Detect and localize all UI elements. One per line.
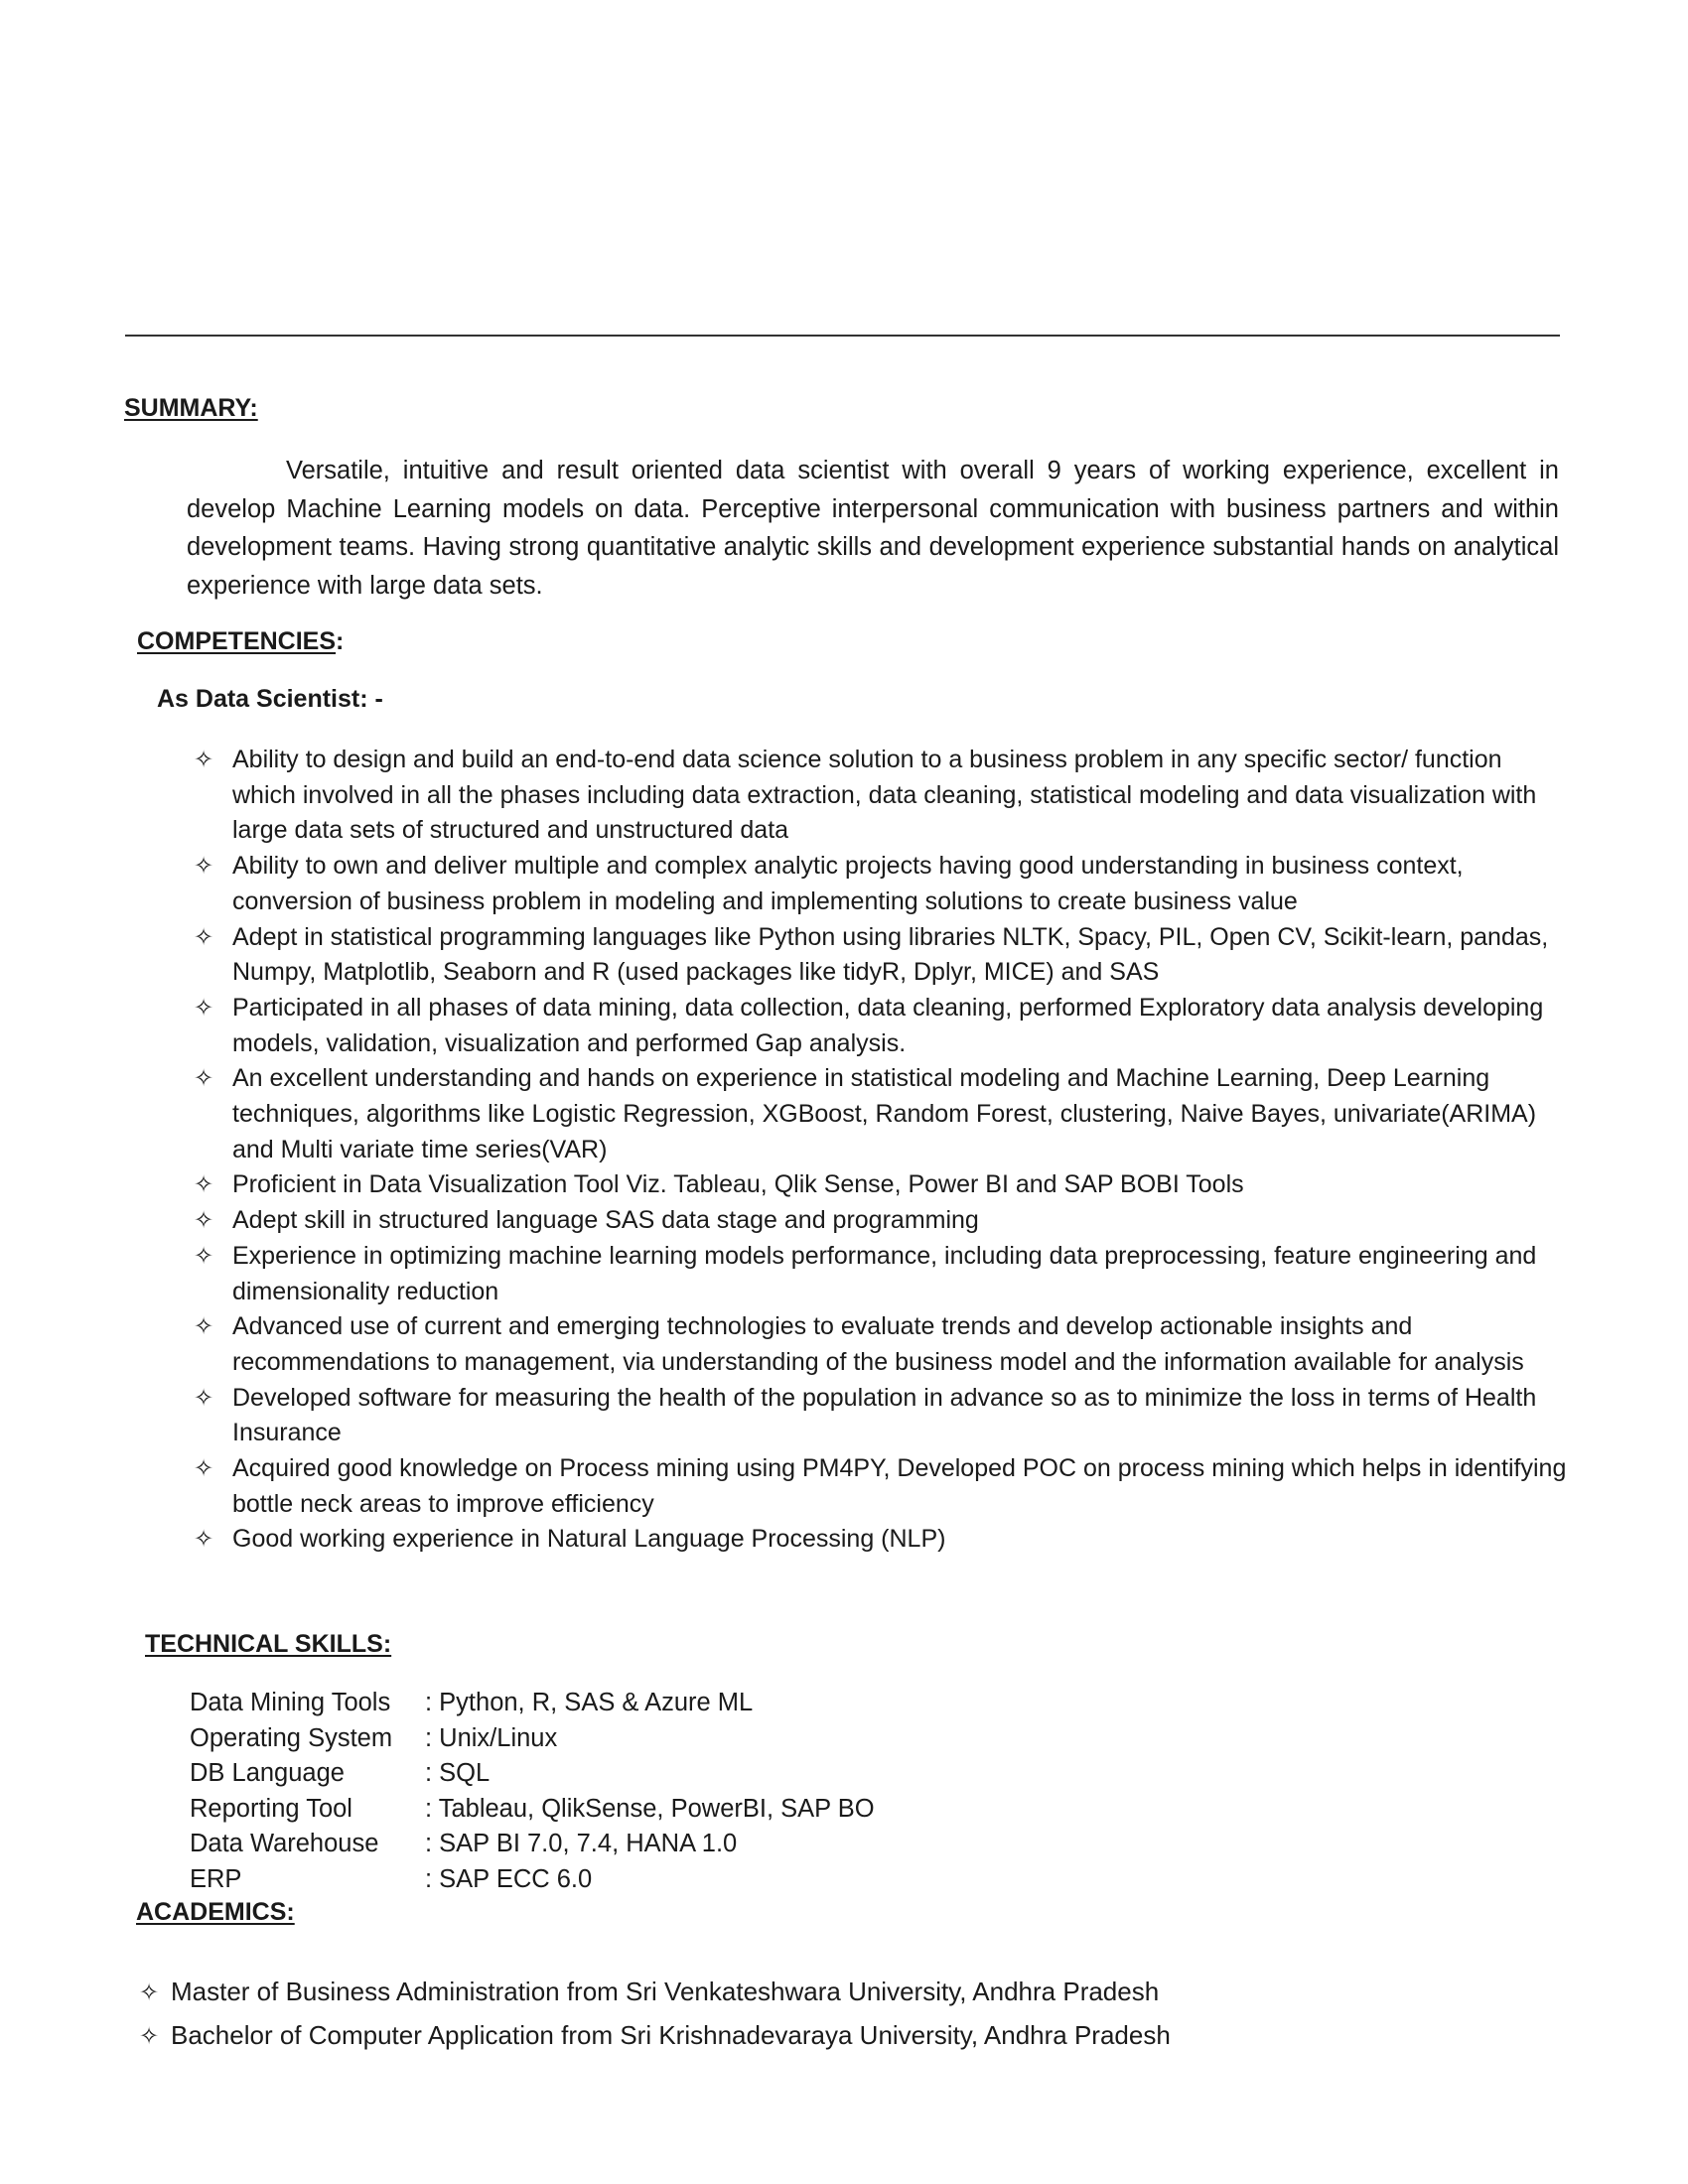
skill-value: : SQL — [425, 1759, 491, 1787]
list-item: ✧ Experience in optimizing machine learning models performance, including data preprocessing, feature engineering and dimensionality reduction — [189, 1239, 1569, 1309]
table-row — [190, 1756, 875, 1792]
competencies-heading-label: COMPETENCIES — [137, 627, 337, 655]
skill-value: : SAP BI 7.0, 7.4, HANA 1.0 — [425, 1830, 738, 1857]
four-point-star-outline-icon: ✧ — [193, 923, 214, 951]
skill-name: ERP — [190, 1864, 242, 1893]
four-point-star-outline-icon: ✧ — [193, 1455, 214, 1483]
skill-name: DB Language — [190, 1759, 345, 1787]
skill-name: Data Warehouse — [190, 1830, 379, 1857]
list-item: ✧ Adept in statistical programming languages like Python using libraries NLTK, Spacy, PIL, Open CV, Scikit-learn, pandas, Numpy, Matplotlib, Seaborn and R (used packages like tidyR, Dplyr, MICE) and SAS — [189, 920, 1569, 991]
skill-value: : Python, R, SAS & Azure ML — [425, 1689, 754, 1716]
four-point-star-outline-icon: ✧ — [193, 1526, 214, 1554]
list-item: ✧ Participated in all phases of data mining, data collection, data cleaning, performed Exploratory data analysis developing models, validation, visualization and performed Gap analysis. — [189, 991, 1569, 1061]
list-item: ✧ Advanced use of current and emerging technologies to evaluate trends and develop actionable insights and recommendations to management, via understanding of the business model and the information available for analysis — [189, 1309, 1569, 1380]
header-divider — [125, 335, 1560, 337]
list-item: ✧ Bachelor of Computer Application from Sri Krishnadevaraya University, Andhra Pradesh — [139, 2014, 1171, 2058]
four-point-star-outline-icon: ✧ — [193, 1065, 214, 1093]
competencies-list — [189, 743, 1569, 1558]
table-row — [190, 1792, 875, 1828]
academics-list — [139, 1971, 1171, 2058]
list-item: ✧ Adept skill in structured language SAS data stage and programming — [189, 1203, 1569, 1239]
skill-value: : Unix/Linux — [425, 1723, 558, 1752]
technical-skills-table — [190, 1686, 875, 1897]
four-point-star-outline-icon: ✧ — [193, 1171, 214, 1199]
four-point-star-outline-icon: ✧ — [139, 2023, 160, 2050]
data-scientist-subheading: As Data Scientist: - — [157, 685, 383, 713]
skill-name: Reporting Tool — [190, 1794, 352, 1823]
list-item: ✧ Ability to design and build an end-to-end data science solution to a business problem in any specific sector/ function which involved in all the phases including data extraction, data cleaning, statistical modeling and data visualization with large data sets of structured and unstructured data — [189, 743, 1569, 849]
skill-name: Operating System — [190, 1723, 393, 1752]
table-row — [190, 1862, 875, 1898]
four-point-star-outline-icon: ✧ — [193, 1242, 214, 1270]
list-item: ✧ Master of Business Administration from Sri Venkateshwara University, Andhra Pradesh — [139, 1971, 1171, 2014]
four-point-star-outline-icon: ✧ — [193, 1313, 214, 1341]
list-item: ✧ Good working experience in Natural Language Processing (NLP) — [189, 1522, 1569, 1558]
technical-skills-heading: TECHNICAL SKILLS: — [145, 1630, 392, 1658]
list-item: ✧ An excellent understanding and hands on experience in statistical modeling and Machine Learning, Deep Learning techniques, algorithms like Logistic Regression, XGBoost, Random Forest, clustering, Naive Bayes, univariate(ARIMA) and Multi variate time series(VAR) — [189, 1061, 1569, 1167]
four-point-star-outline-icon: ✧ — [139, 1979, 160, 2006]
skill-name: Data Mining Tools — [190, 1689, 391, 1716]
four-point-star-outline-icon: ✧ — [193, 1384, 214, 1412]
competencies-heading — [137, 627, 344, 656]
summary-text: Versatile, intuitive and result oriented data scientist with overall 9 years of working experience, excellent in develop Machine Learning models on data. Perceptive interpersonal communication with business partners and within development teams. Having strong quantitative analytic skills and development experience substantial hands on analytical experience with large data sets. — [187, 457, 1559, 600]
table-row — [190, 1721, 875, 1757]
four-point-star-outline-icon: ✧ — [193, 747, 214, 773]
academics-heading: ACADEMICS: — [136, 1898, 295, 1926]
table-row — [190, 1827, 875, 1862]
four-point-star-outline-icon: ✧ — [193, 853, 214, 881]
table-row — [190, 1686, 875, 1721]
four-point-star-outline-icon: ✧ — [193, 994, 214, 1022]
competencies-heading-colon: : — [336, 627, 345, 655]
skill-value: : SAP ECC 6.0 — [425, 1864, 593, 1893]
list-item: ✧ Proficient in Data Visualization Tool Viz. Tableau, Qlik Sense, Power BI and SAP BOBI Tools — [189, 1167, 1569, 1203]
four-point-star-outline-icon: ✧ — [193, 1207, 214, 1235]
summary-heading: SUMMARY: — [124, 394, 258, 422]
list-item: ✧ Acquired good knowledge on Process mining using PM4PY, Developed POC on process mining which helps in identifying bottle neck areas to improve efficiency — [189, 1451, 1569, 1522]
list-item: ✧ Developed software for measuring the health of the population in advance so as to minimize the loss in terms of Health Insurance — [189, 1381, 1569, 1451]
skill-value: : Tableau, QlikSense, PowerBI, SAP BO — [425, 1794, 875, 1823]
list-item: ✧ Ability to own and deliver multiple and complex analytic projects having good understanding in business context, conversion of business problem in modeling and implementing solutions to create business value — [189, 849, 1569, 919]
